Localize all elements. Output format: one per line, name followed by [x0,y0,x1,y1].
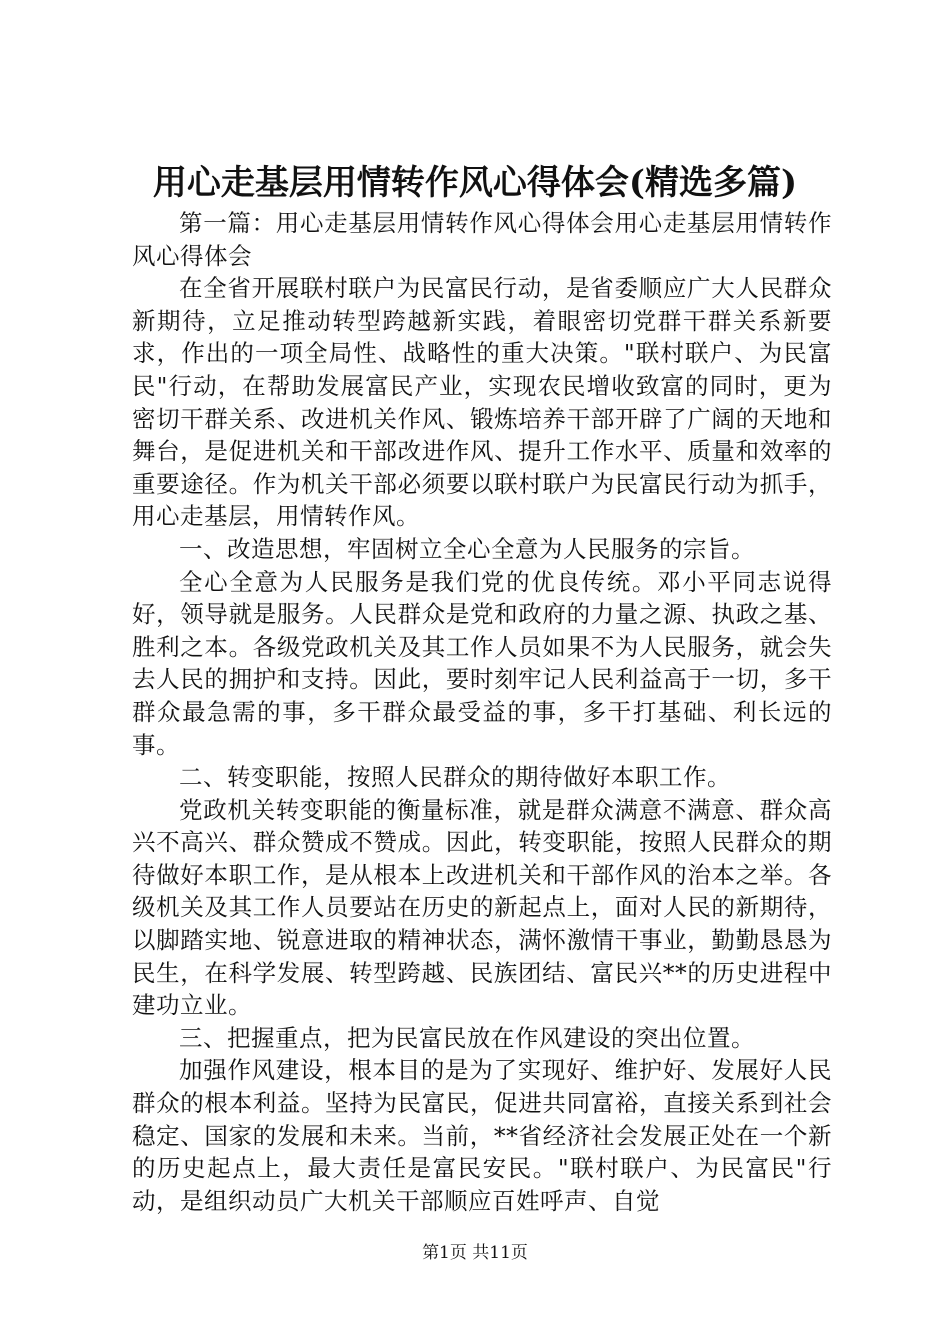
section-heading-2: 二、转变职能，按照人民群众的期待做好本职工作。 [179,763,731,792]
document-title: 用心走基层用情转作风心得体会(精选多篇) [152,163,798,203]
section-heading-1: 一、改造思想，牢固树立全心全意为人民服务的宗旨。 [179,534,755,563]
paragraph-intro-heading: 第一篇：用心走基层用情转作风心得体会用心走基层用情转作风心得体会 [132,209,832,270]
paragraph-section-3: 加强作风建设，根本目的是为了实现好、维护好、发展好人民群众的根本利益。坚持为民富民，促进共同富裕，直接关系到社会稳定、国家的发展和未来。当前，**省经济社会发展正处在一个新的历史起点上，最大责任是富民安民。"联村联户、为民富民"行动，是组织动员广大机关干部顺应百姓呼声、自觉 [132,1056,832,1215]
paragraph-section-1: 全心全意为人民服务是我们党的优良传统。邓小平同志说得好，领导就是服务。人民群众是党和政府的力量之源、执政之基、胜利之本。各级党政机关及其工作人员如果不为人民服务，就会失去人民的拥护和支持。因此，要时刻牢记人民利益高于一切，多干群众最急需的事，多干群众最受益的事，多干打基础、利长远的事。 [132,567,832,759]
page-footer: 第1页 共11页 [422,1243,528,1263]
paragraph-background: 在全省开展联村联户为民富民行动，是省委顺应广大人民群众新期待，立足推动转型跨越新实践，着眼密切党群干群关系新要求，作出的一项全局性、战略性的重大决策。"联村联户、为民富民"行动，在帮助发展富民产业，实现农民增收致富的同时，更为密切干群关系、改进机关作风、锻炼培养干部开辟了广阔的天地和舞台，是促进机关和干部改进作风、提升工作水平、质量和效率的重要途径。作为机关干部必须要以联村联户为民富民行动为抓手，用心走基层，用情转作风。 [132,274,832,531]
paragraph-section-2: 党政机关转变职能的衡量标准，就是群众满意不满意、群众高兴不高兴、群众赞成不赞成。因此，转变职能，按照人民群众的期待做好本职工作，是从根本上改进机关和干部作风的治本之举。各级机关及其工作人员要站在历史的新起点上，面对人民的新期待，以脚踏实地、锐意进取的精神状态，满怀激情干事业，勤勤恳恳为民生，在科学发展、转型跨越、民族团结、富民兴**的历史进程中建功立业。 [132,795,832,1020]
document-body [132,207,832,1217]
section-heading-3: 三、把握重点，把为民富民放在作风建设的突出位置。 [179,1023,755,1052]
